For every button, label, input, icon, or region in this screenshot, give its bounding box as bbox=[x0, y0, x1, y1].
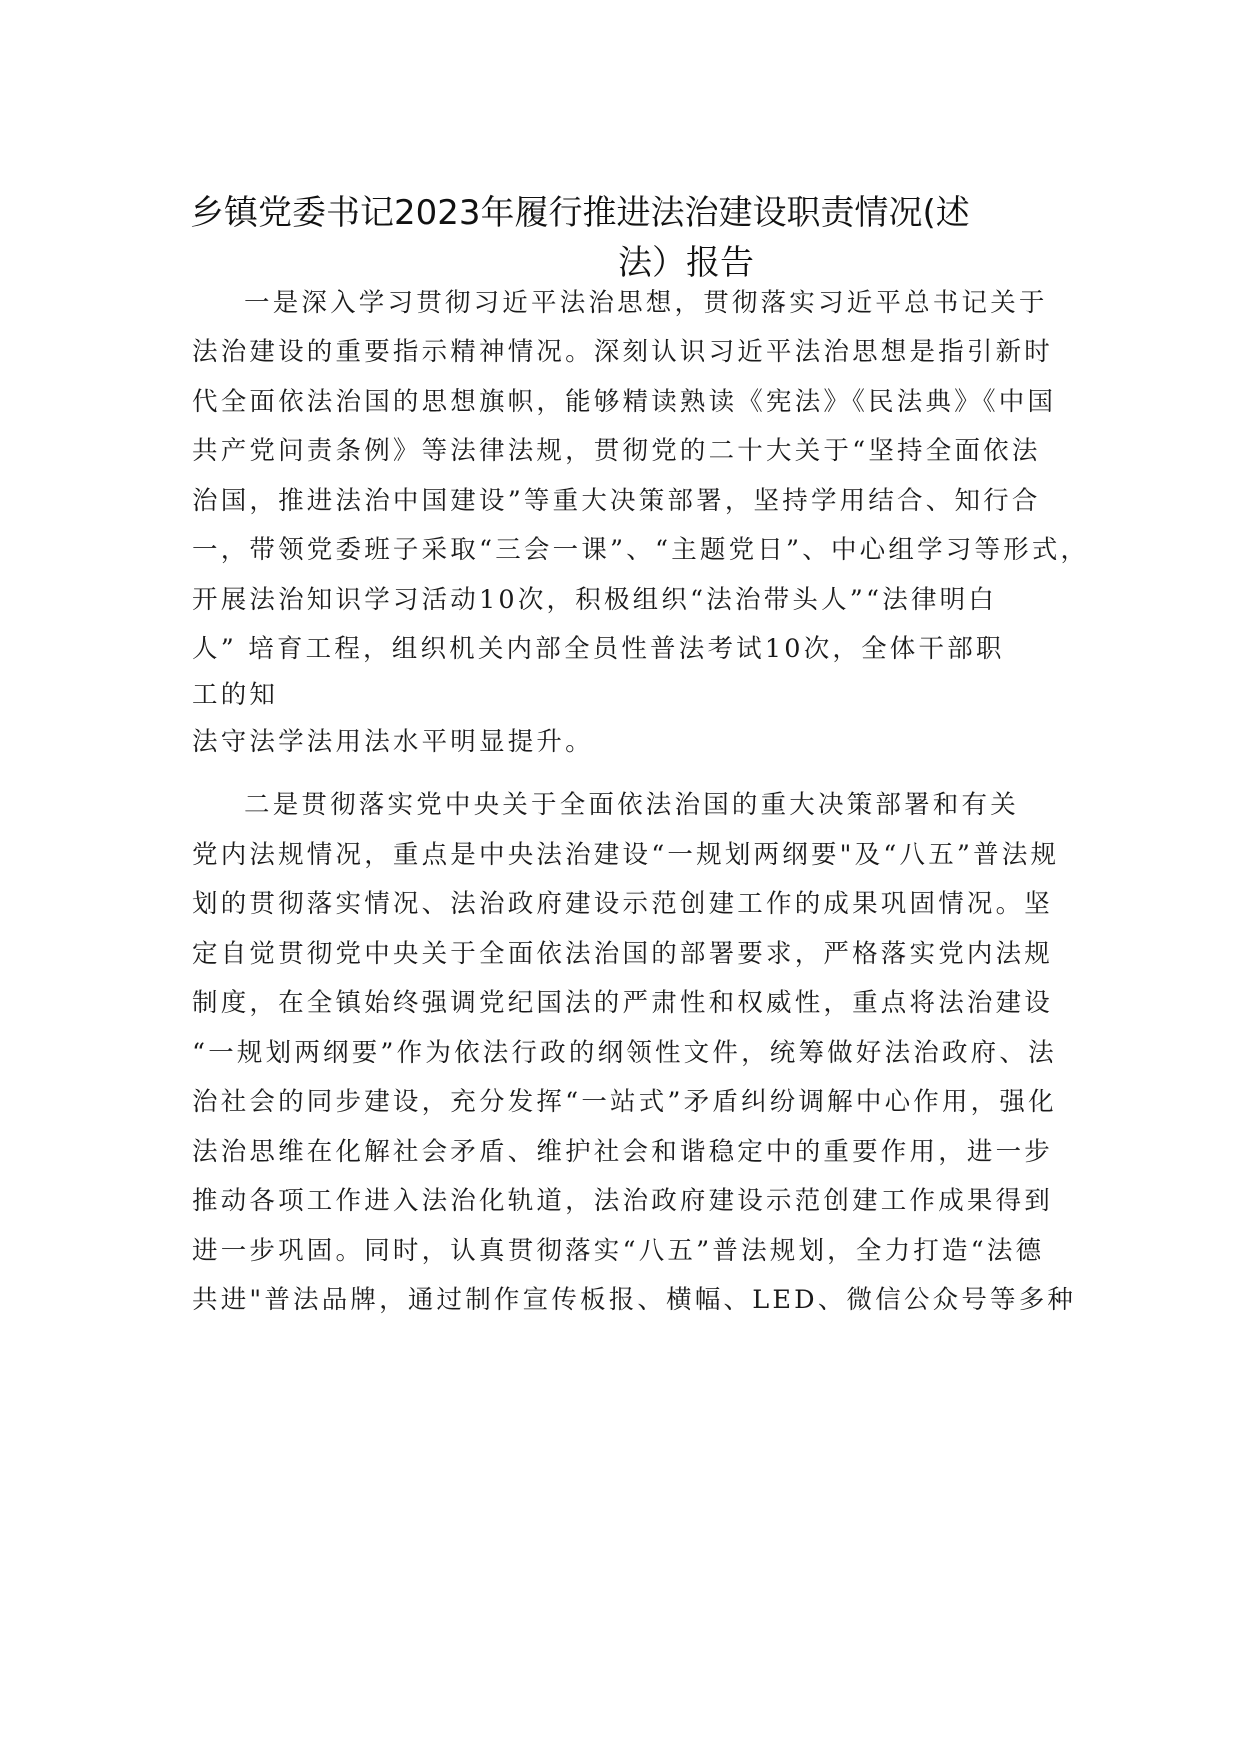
title-line-2: 法）报告 bbox=[618, 243, 754, 283]
paragraph-2-line-4: 定自觉贯彻党中央关于全面依法治国的部署要求，严格落实党内法规 bbox=[192, 939, 1054, 969]
paragraph-1-line-5: 治国，推进法治中国建设”等重大决策部署，坚持学用结合、知行合 bbox=[192, 486, 1041, 516]
paragraph-1-line-1: 一是深入学习贯彻习近平法治思想，贯彻落实习近平总书记关于 bbox=[244, 288, 1048, 318]
paragraph-1-line-6: 一，带领党委班子采取“三会一课”、“主题党日”、中心组学习等形式， bbox=[192, 535, 1090, 565]
paragraph-1-line-3: 代全面依法治国的思想旗帜，能够精读熟读《宪法》《民法典》《中国 bbox=[192, 387, 1057, 417]
paragraph-1-line-10: 法守法学法用法水平明显提升。 bbox=[192, 727, 594, 757]
paragraph-1-line-4: 共产党问责条例》等法律法规，贯彻党的二十大关于“坚持全面依法 bbox=[192, 436, 1041, 466]
paragraph-2-line-1: 二是贯彻落实党中央关于全面依法治国的重大决策部署和有关 bbox=[244, 790, 1019, 820]
paragraph-2-line-5: 制度，在全镇始终强调党纪国法的严肃性和权威性，重点将法治建设 bbox=[192, 988, 1054, 1018]
paragraph-2-line-8: 法治思维在化解社会矛盾、维护社会和谐稳定中的重要作用，进一步 bbox=[192, 1137, 1054, 1167]
paragraph-1-line-2: 法治建设的重要指示精神情况。深刻认识习近平法治思想是指引新时 bbox=[192, 337, 1054, 367]
paragraph-2-line-11: 共进"普法品牌，通过制作宣传板报、横幅、LED、微信公众号等多种 bbox=[192, 1285, 1077, 1315]
paragraph-2-line-3: 划的贯彻落实情况、法治政府建设示范创建工作的成果巩固情况。坚 bbox=[192, 889, 1054, 919]
paragraph-2-line-9: 推动各项工作进入法治化轨道，法治政府建设示范创建工作成果得到 bbox=[192, 1186, 1054, 1216]
paragraph-1-line-8: 人” 培育工程，组织机关内部全员性普法考试10次，全体干部职 bbox=[192, 634, 1005, 664]
paragraph-2-line-2: 党内法规情况，重点是中央法治建设“一规划两纲要"及“八五”普法规 bbox=[192, 840, 1060, 870]
title-line-1: 乡镇党委书记2023年履行推进法治建设职责情况(述 bbox=[190, 193, 970, 233]
paragraph-2-line-6: “一规划两纲要”作为依法行政的纲领性文件，统筹做好法治政府、法 bbox=[192, 1038, 1057, 1068]
paragraph-1-line-9: 工的知 bbox=[192, 680, 279, 710]
paragraph-2-line-10: 进一步巩固。同时，认真贯彻落实“八五”普法规划，全力打造“法德 bbox=[192, 1236, 1045, 1266]
paragraph-2-line-7: 治社会的同步建设，充分发挥“一站式”矛盾纠纷调解中心作用，强化 bbox=[192, 1087, 1057, 1117]
paragraph-1-line-7: 开展法治知识学习活动10次，积极组织“法治带头人”“法律明白 bbox=[192, 585, 998, 615]
